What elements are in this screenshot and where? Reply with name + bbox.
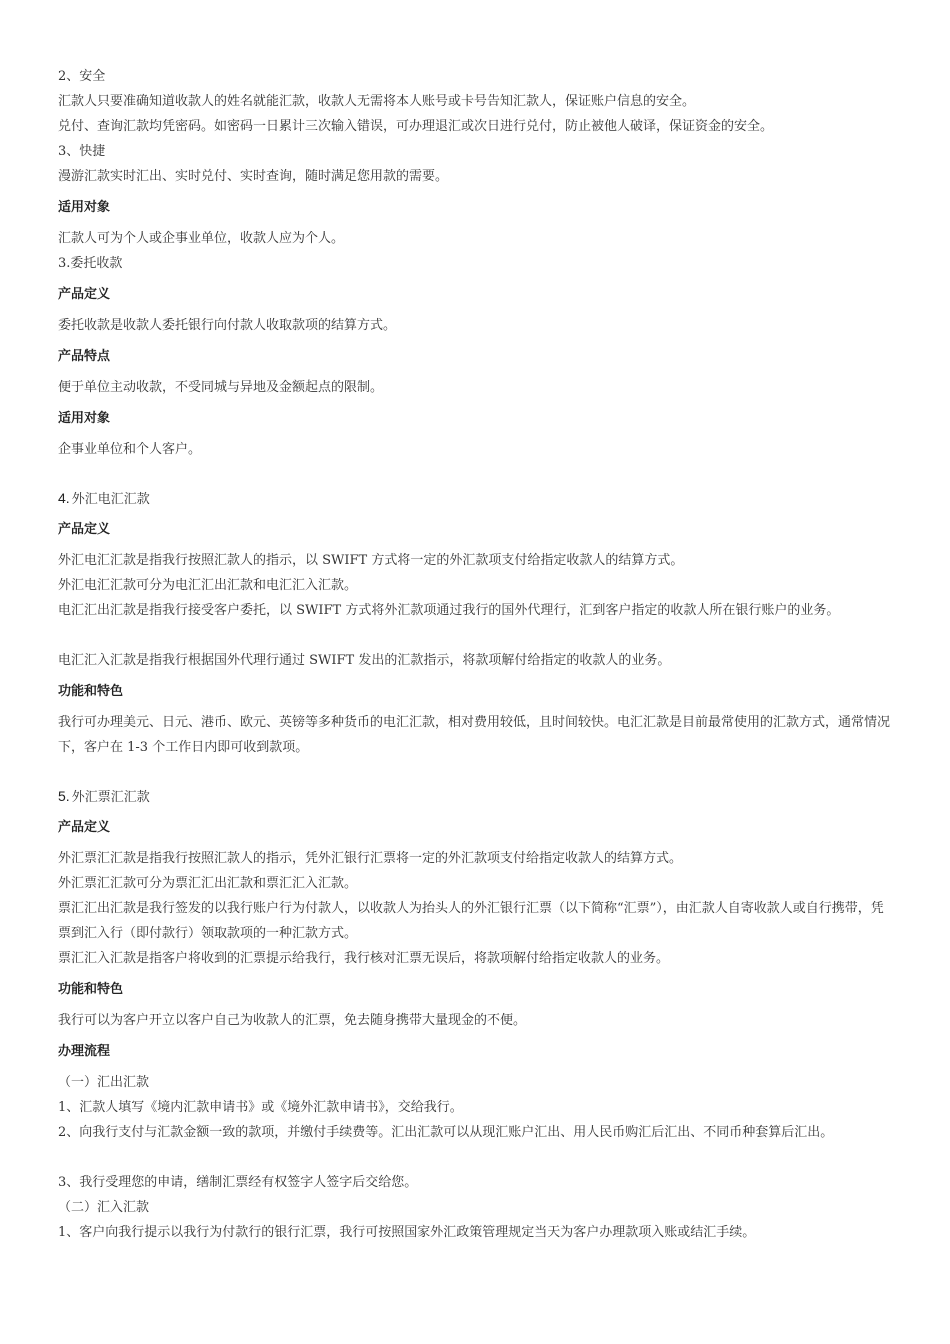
paragraph: 2、安全 [58, 69, 106, 84]
paragraph: 外汇电汇汇款可分为电汇汇出汇款和电汇汇入汇款。 [58, 578, 358, 593]
section-heading: 功能和特色 [58, 684, 124, 699]
section-title-text: 外汇票汇汇款 [71, 790, 150, 805]
numbered-section-title [58, 486, 894, 512]
section-heading: 产品定义 [58, 287, 111, 302]
paragraph: 我行可以为客户开立以客户自己为收款人的汇票，免去随身携带大量现金的不便。 [58, 1013, 527, 1028]
section-heading: 适用对象 [58, 411, 111, 426]
paragraph: 委托收款是收款人委托银行向付款人收取款项的结算方式。 [58, 318, 397, 333]
paragraph: 外汇电汇汇款是指我行按照汇款人的指示，以 SWIFT 方式将一定的外汇款项支付给指定收款人的结算方式。 [58, 553, 684, 568]
paragraph: 3、快捷 [58, 144, 106, 159]
section-heading: 产品定义 [58, 522, 111, 537]
paragraph: 3.委托收款 [58, 256, 123, 271]
section-heading: 办理流程 [58, 1044, 111, 1059]
paragraph: 我行可办理美元、日元、港币、欧元、英镑等多种货币的电汇汇款，相对费用较低，且时间较快。电汇汇款是目前最常使用的汇款方式，通常情况下，客户在 1-3 个工作日内即可收到款项。 [58, 715, 891, 755]
section-heading: 适用对象 [58, 200, 111, 215]
section-heading: 功能和特色 [58, 982, 124, 997]
section-number: 4. [58, 490, 70, 506]
paragraph: 1、汇款人填写《境内汇款申请书》或《境外汇款申请书》，交给我行。 [58, 1100, 463, 1115]
section-heading: 产品定义 [58, 820, 111, 835]
paragraph: 兑付、查询汇款均凭密码。如密码一日累计三次输入错误，可办理退汇或次日进行兑付，防止被他人破译，保证资金的安全。 [58, 119, 774, 134]
paragraph: 电汇汇入汇款是指我行根据国外代理行通过 SWIFT 发出的汇款指示，将款项解付给指定的收款人的业务。 [58, 653, 671, 668]
paragraph: 票汇汇出汇款是我行签发的以我行账户行为付款人，以收款人为抬头人的外汇银行汇票（以下简称“汇票”），由汇款人自寄收款人或自行携带，凭票到汇入行（即付款行）领取款项的一种汇款方式。 [58, 901, 884, 941]
section-heading: 产品特点 [58, 349, 111, 364]
paragraph: 汇款人可为个人或企事业单位，收款人应为个人。 [58, 231, 345, 246]
paragraph: 汇款人只要准确知道收款人的姓名就能汇款，收款人无需将本人账号或卡号告知汇款人，保证账户信息的安全。 [58, 94, 696, 109]
paragraph: （二）汇入汇款 [58, 1200, 150, 1215]
paragraph: （一）汇出汇款 [58, 1075, 150, 1090]
section-number: 5. [58, 788, 70, 804]
paragraph: 企事业单位和个人客户。 [58, 442, 202, 457]
paragraph: 外汇票汇汇款是指我行按照汇款人的指示，凭外汇银行汇票将一定的外汇款项支付给指定收款人的结算方式。 [58, 851, 683, 866]
paragraph: 外汇票汇汇款可分为票汇汇出汇款和票汇汇入汇款。 [58, 876, 358, 891]
numbered-section-title [58, 784, 894, 810]
section-title-text: 外汇电汇汇款 [71, 492, 150, 507]
paragraph: 票汇汇入汇款是指客户将收到的汇票提示给我行，我行核对汇票无误后，将款项解付给指定收款人的业务。 [58, 951, 670, 966]
paragraph: 电汇汇出汇款是指我行接受客户委托，以 SWIFT 方式将外汇款项通过我行的国外代理行，汇到客户指定的收款人所在银行账户的业务。 [58, 603, 840, 618]
paragraph: 3、我行受理您的申请，缮制汇票经有权签字人签字后交给您。 [58, 1175, 418, 1190]
paragraph: 2、向我行支付与汇款金额一致的款项，并缴付手续费等。汇出汇款可以从现汇账户汇出、用人民币购汇后汇出、不同币种套算后汇出。 [58, 1125, 834, 1140]
paragraph: 便于单位主动收款，不受同城与异地及金额起点的限制。 [58, 380, 384, 395]
paragraph: 漫游汇款实时汇出、实时兑付、实时查询，随时满足您用款的需要。 [58, 169, 449, 184]
paragraph: 1、客户向我行提示以我行为付款行的银行汇票，我行可按照国家外汇政策管理规定当天为客户办理款项入账或结汇手续。 [58, 1225, 756, 1240]
